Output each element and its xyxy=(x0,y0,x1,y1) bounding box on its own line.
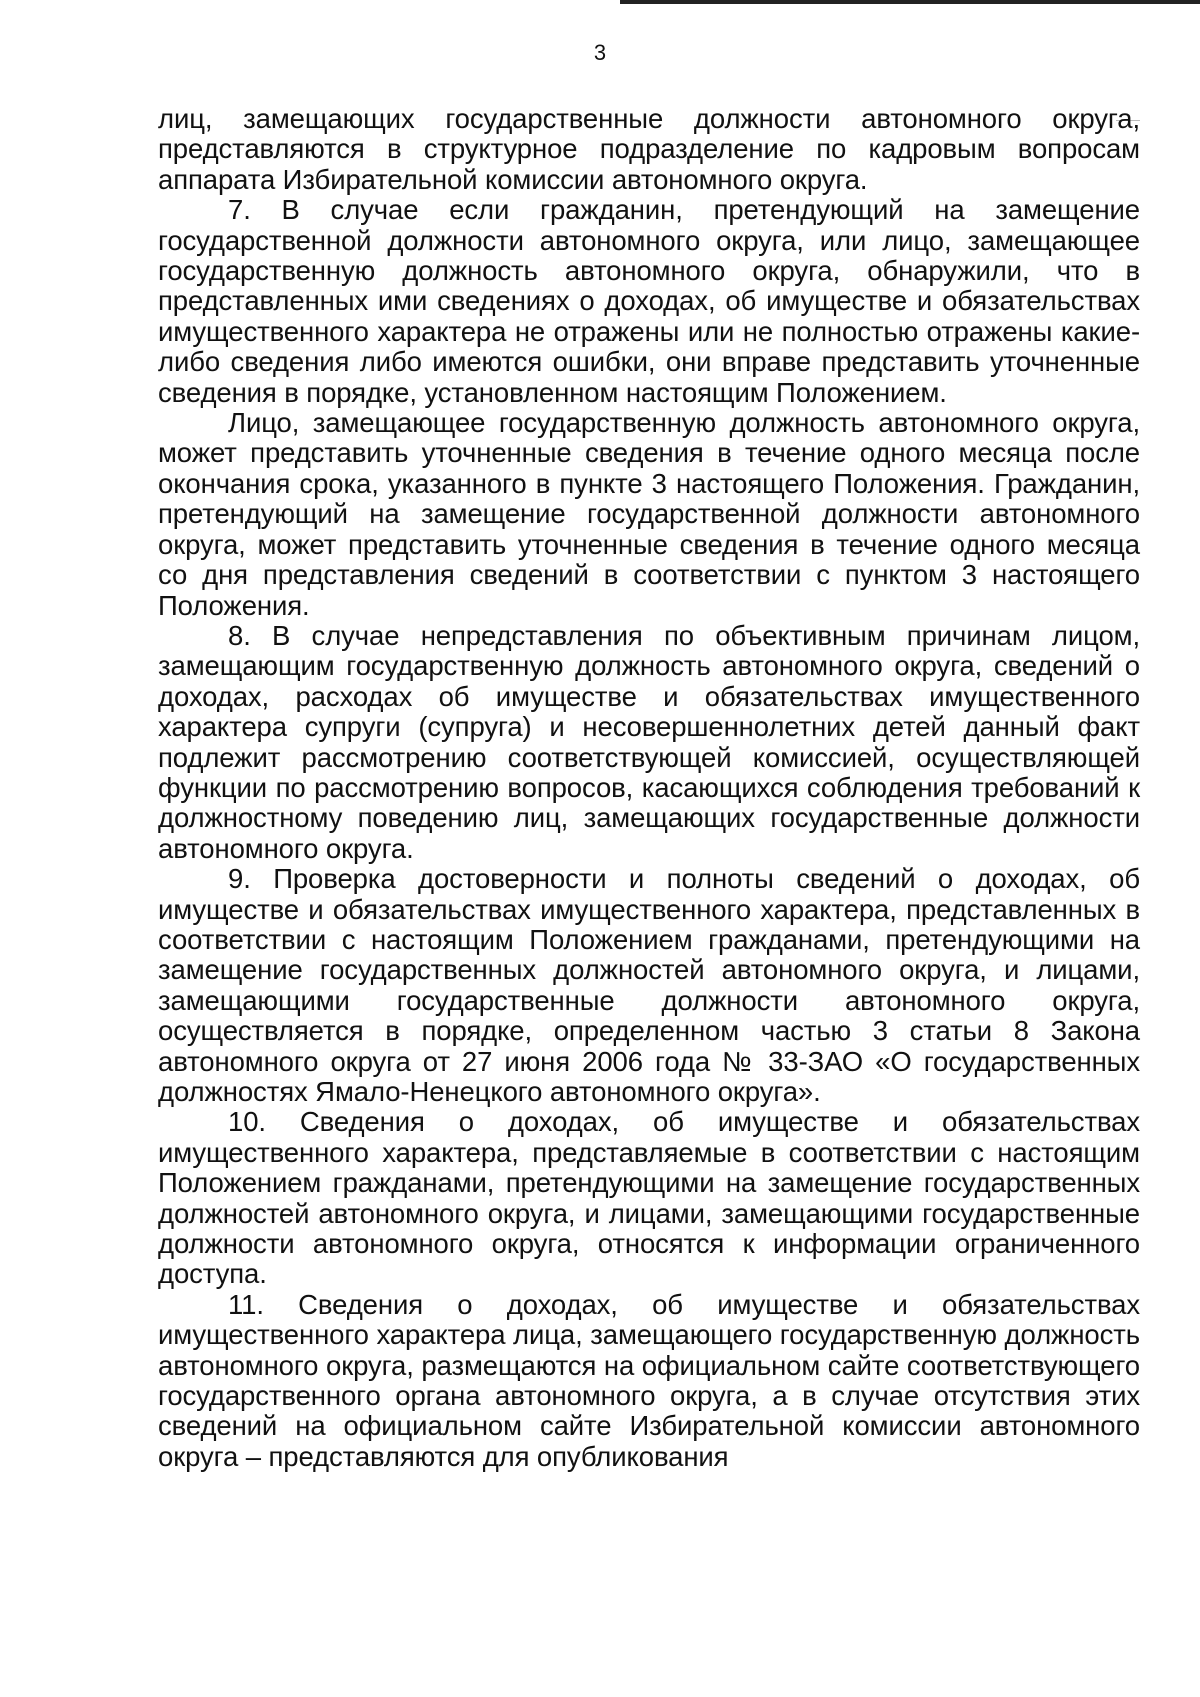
paragraph-clause-8: 8. В случае непредставления по объективным причинам лицом, замещающим государственную должность автономного округа, сведений о доходах, расходах об имуществе и обязательствах имущественного характера супруги (супруга) и несовершеннолетних детей данный факт подлежит рассмотрению соответствующей комиссией, осуществляющей функции по рассмотрению вопросов, касающихся соблюдения требований к должностному поведению лиц, замещающих государственные должности автономного округа. xyxy=(158,619,1140,864)
document-body xyxy=(158,104,1140,1472)
page-number: 3 xyxy=(593,40,607,65)
paragraph-clause-9: 9. Проверка достоверности и полноты сведений о доходах, об имуществе и обязательствах имущественного характера, представленных в соответствии с настоящим Положением гражданами, претендующими на замещение государственных должностей автономного округа, и лицами, замещающими государственные должности автономного округа, осуществляется в порядке, определенном частью 3 статьи 8 Закона автономного округа от 27 июня 2006 года № 33-ЗАО «О государственных должностях Ямало-Ненецкого автономного округа». xyxy=(158,863,1140,1107)
paragraph-clause-7-continued: Лицо, замещающее государственную должность автономного округа, может представить уточненные сведения в течение одного месяца после окончания срока, указанного в пункте 3 настоящего Положения. Гражданин, претендующий на замещение государственной должности автономного округа, может представить уточненные сведения в течение одного месяца со дня представления сведений в соответствии с пунктом 3 настоящего Положения. xyxy=(158,407,1140,621)
paragraph-clause-10: 10. Сведения о доходах, об имуществе и обязательствах имущественного характера, представляемые в соответствии с настоящим Положением гражданами, претендующими на замещение государственных должностей автономного округа, и лицами, замещающими государственные должности автономного округа, относятся к информации ограниченного доступа. xyxy=(158,1106,1140,1290)
paragraph-clause-7: 7. В случае если гражданин, претендующий на замещение государственной должности автономного округа, или лицо, замещающее государственную должность автономного округа, обнаружили, что в представленных ими сведениях о доходах, об имуществе и обязательствах имущественного характера не отражены или не полностью отражены какие-либо сведения либо имеются ошибки, они вправе представить уточненные сведения в порядке, установленном настоящим Положением. xyxy=(158,194,1140,408)
paragraph-clause-11: 11. Сведения о доходах, об имуществе и обязательствах имущественного характера лица, замещающего государственную должность автономного округа, размещаются на официальном сайте соответствующего государственного органа автономного округа, а в случае отсутствия этих сведений на официальном сайте Избирательной комиссии автономного округа – представляются для опубликования xyxy=(158,1288,1140,1472)
paragraph-continuation: лиц, замещающих государственные должности автономного округа, представляются в структурное подразделение по кадровым вопросам аппарата Избирательной комиссии автономного округа. xyxy=(158,103,1140,195)
scan-edge-line xyxy=(620,0,1200,4)
